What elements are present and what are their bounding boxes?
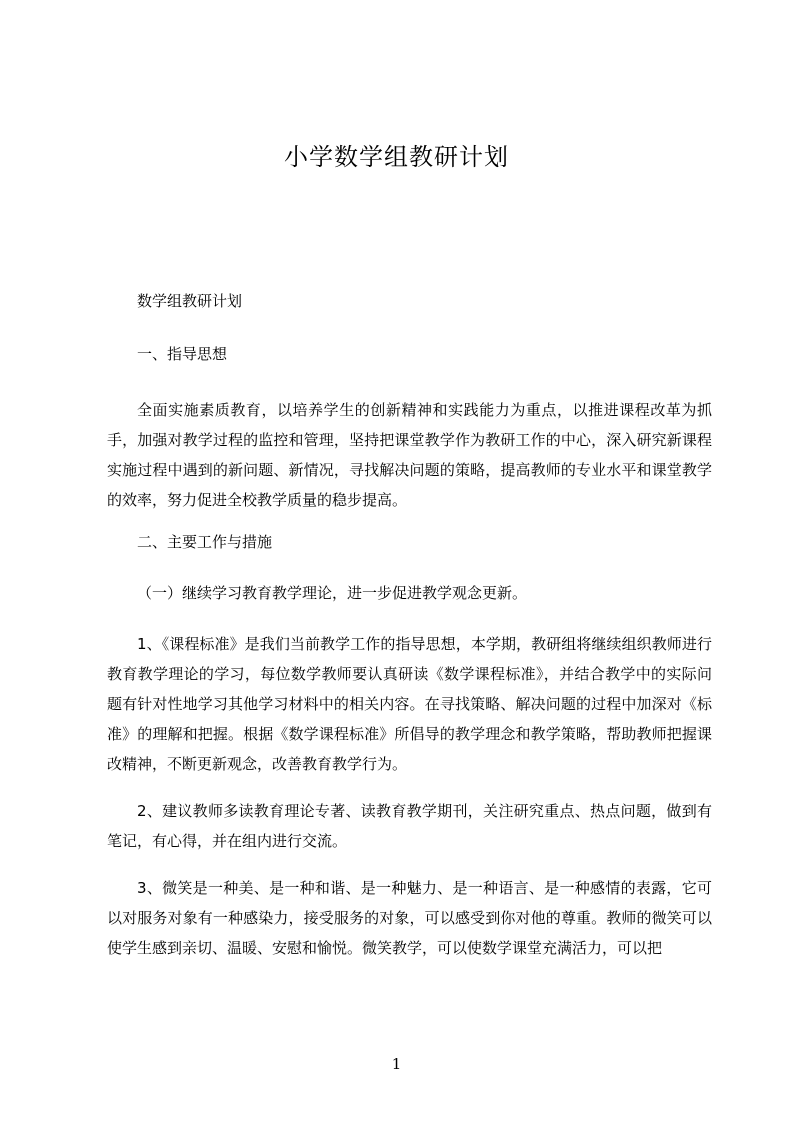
section-heading-main-work: 二、主要工作与措施 <box>137 533 273 551</box>
document-title: 小学数学组教研计划 <box>284 143 509 171</box>
document-subtitle: 数学组教研计划 <box>137 292 243 310</box>
paragraph-item-2: 2、建议教师多读教育理论专著、读教育教学期刊，关注研究重点、热点问题，做到有笔记，有心得，并在组内进行交流。 <box>107 802 712 850</box>
paragraph-guiding-ideology: 全面实施素质教育，以培养学生的创新精神和实践能力为重点，以推进课程改革为抓手，加强对教学过程的监控和管理，坚持把课堂教学作为教研工作的中心，深入研究新课程实施过程中遇到的新问题、新情况，寻找解决问题的策略，提高教师的专业水平和课堂教学的效率，努力促进全校教学质量的稳步提高。 <box>107 401 712 509</box>
paragraph-item-1: 1、《课程标准》是我们当前教学工作的指导思想，本学期，教研组将继续组织教师进行教育教学理论的学习，每位数学教师要认真研读《数学课程标准》，并结合教学中的实际问题有针对性地学习其他学习材料中的相关内容。在寻找策略、解决问题的过程中加深对《标准》的理解和把握。根据《数学课程标准》所倡导的教学理念和教学策略，帮助教师把握课改精神，不断更新观念，改善教育教学行为。 <box>107 635 712 773</box>
paragraph-item-3: 3、微笑是一种美、是一种和谐、是一种魅力、是一种语言、是一种感情的表露，它可以对服务对象有一种感染力，接受服务的对象，可以感受到你对他的尊重。教师的微笑可以使学生感到亲切、温暖、安慰和愉悦。微笑教学，可以使数学课堂充满活力，可以把 <box>107 879 712 957</box>
page-number: 1 <box>391 1055 402 1073</box>
section-heading-guiding-ideology: 一、指导思想 <box>137 345 228 363</box>
subsection-heading-theory-study: （一）继续学习教育教学理论，进一步促进教学观念更新。 <box>137 584 528 602</box>
